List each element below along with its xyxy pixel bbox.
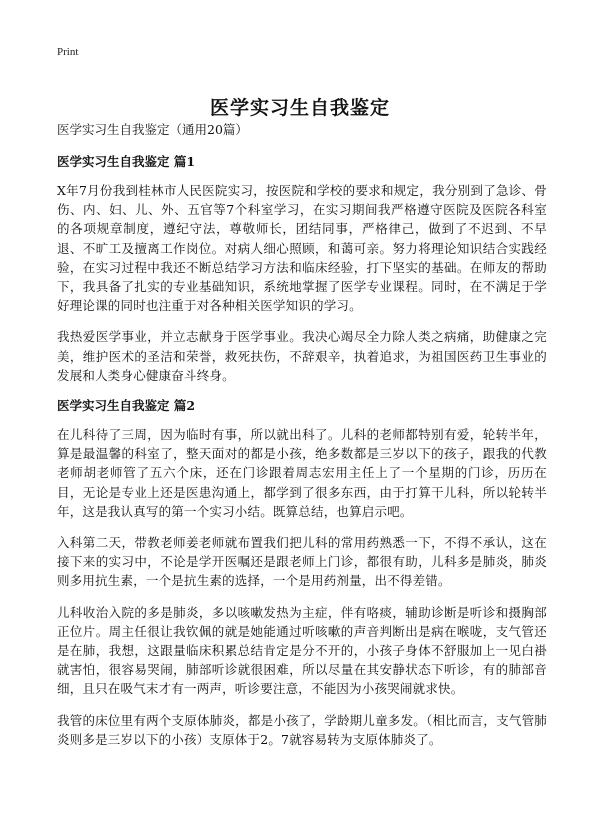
section-2-paragraph-2: 入科第二天，带教老师姜老师就布置我们把儿科的常用药熟悉一下，不得不承认，这在接下来的实习中，不论是学开医嘱还是跟老师上门诊，都很有助，儿科多是肺炎，肺炎则多用抗生素，一个是抗生素的选择，一个是用药剂量，出不得差错。 <box>57 535 547 589</box>
page-title: 医学实习生自我鉴定 <box>209 96 390 119</box>
section-heading-1: 医学实习生自我鉴定 篇1 <box>57 154 196 169</box>
section-1-paragraph-2: 我热爱医学事业，并立志献身于医学事业。我决心竭尽全力除人类之病痛，助健康之完美，维护医术的圣洁和荣誉，救死扶伤，不辞艰辛，执着追求，为祖国医药卫生事业的发展和人类身心健康奋斗终身。 <box>57 329 547 383</box>
section-2-paragraph-3: 儿科收治入院的多是肺炎，多以咳嗽发热为主症，伴有咯痰，辅助诊断是听诊和摄胸部正位片。周主任很让我钦佩的就是她能通过听咳嗽的声音判断出是病在喉咙，支气管还是在肺，我想，这跟量临床积累总结肯定是分不开的，小孩子身体不舒服加上一见白褂就害怕，很容易哭闹，肺部听诊就很困难，所以尽量在其安静状态下听诊，有的肺部音细，且只在吸气末才有一两声，听诊要注意，不能因为小孩哭闹就求快。 <box>57 604 547 697</box>
document-subtitle: 医学实习生自我鉴定（通用20篇） <box>57 122 248 137</box>
section-1-paragraph-1: X年7月份我到桂林市人民医院实习，按医院和学校的要求和规定，我分别到了急诊、骨伤、内、妇、儿、外、五官等7个科室学习，在实习期间我严格遵守医院及医院各科室的各项规章制度，遵纪守法，尊敬师长，团结同事，严格律己，做到了不迟到、不早退、不旷工及擅离工作岗位。对病人细心照顾，和蔼可亲。努力将理论知识结合实践经验，在实习过程中我还不断总结学习方法和临床经验，打下坚实的基础。在师友的帮助下，我具备了扎实的专业基础知识，系统地掌握了医学专业课程。同时，在不满足于学好理论课的同时也注重于对各种相关医学知识的学习。 <box>57 183 547 314</box>
document-body <box>57 121 547 761</box>
section-heading-2: 医学实习生自我鉴定 篇2 <box>57 398 196 414</box>
section-2-paragraph-1: 在儿科待了三周，因为临时有事，所以就出科了。儿科的老师都特别有爱，轮转半年，算是最温馨的科室了，整天面对的都是小孩，绝多数都是三岁以下的孩子，跟我的代教老师胡老师管了五六个床，还在门诊跟着周志宏用主任上了一个星期的门诊，历历在目，无论是专业上还是医患沟通上，都学到了很多东西，由于打算干儿科，所以轮转半年，这是我认真写的第一个实习小结。既算总结，也算启示吧。 <box>57 427 547 519</box>
print-link[interactable]: Print <box>57 46 79 58</box>
section-2-paragraph-4: 我管的床位里有两个支原体肺炎，都是小孩了，学龄期儿童多发。（相比而言，支气管肺炎则多是三岁以下的小孩）支原体于2。7就容易转为支原体肺炎了。 <box>57 712 547 747</box>
